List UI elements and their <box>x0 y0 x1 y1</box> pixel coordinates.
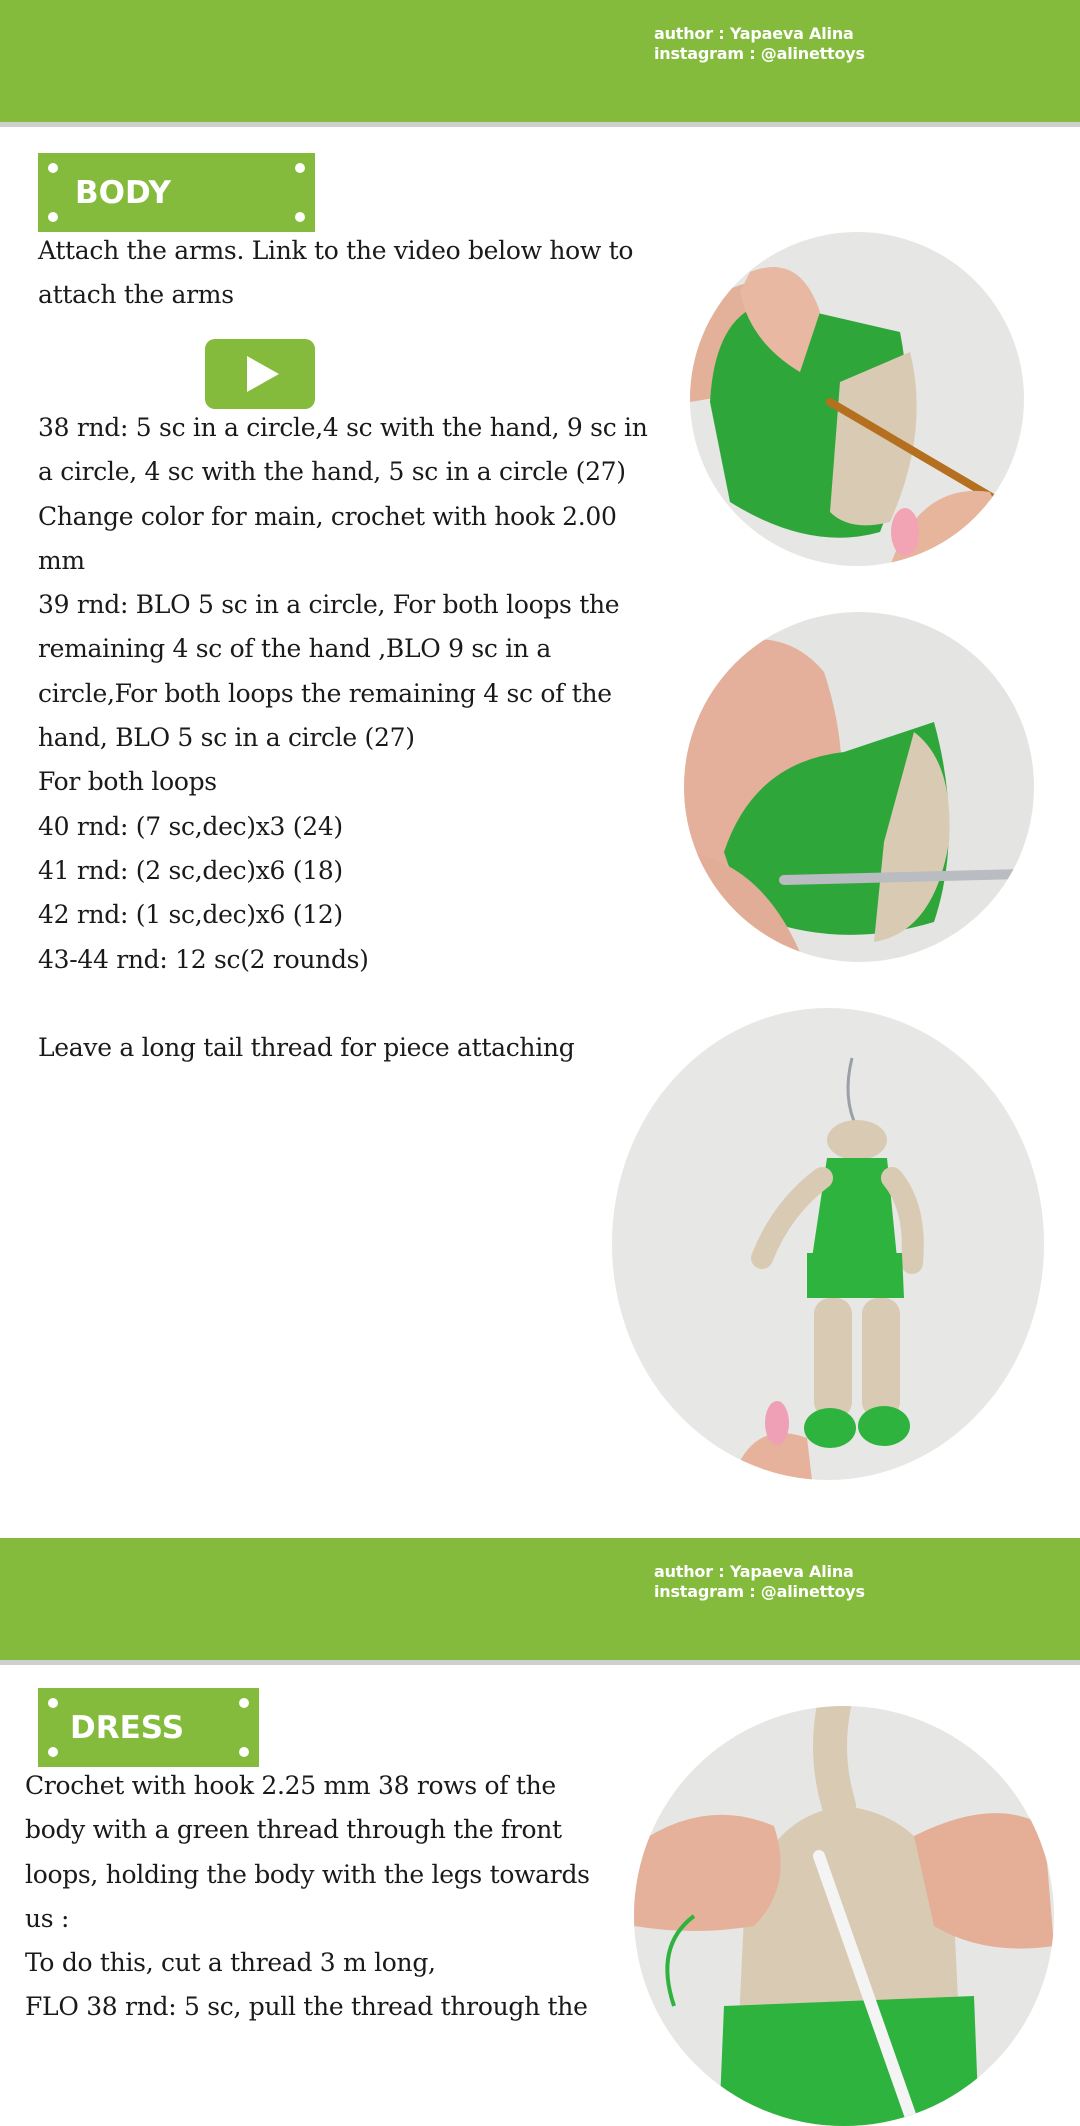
page-header <box>0 1538 1080 1665</box>
instruction-line: FLO 38 rnd: 5 sc, pull the thread through the <box>25 1992 588 2022</box>
instruction-line: 42 rnd: (1 sc,dec)x6 (12) <box>38 900 343 930</box>
instruction-line: body with a green thread through the front <box>25 1815 562 1845</box>
instruction-line: hand, BLO 5 sc in a circle (27) <box>38 723 415 753</box>
instruction-line: Change color for main, crochet with hook 2.00 <box>38 501 617 531</box>
instruction-line: Crochet with hook 2.25 mm 38 rows of the <box>25 1771 556 1800</box>
instruction-line: For both loops <box>38 767 217 797</box>
instruction-line: mm <box>38 545 85 575</box>
photo-finished-body <box>612 1008 1044 1480</box>
instruction-line: circle,For both loops the remaining 4 sc of the <box>38 678 612 708</box>
body-intro: Attach the arms. Link to the video below how to attach the arms <box>38 236 634 310</box>
author-credit <box>654 1562 865 1602</box>
body-closing: Leave a long tail thread for piece attaching <box>38 1033 575 1062</box>
video-play-button[interactable] <box>205 339 315 409</box>
play-icon[interactable] <box>247 356 279 392</box>
instagram-handle[interactable]: instagram : @alinettoys <box>654 44 865 63</box>
section-badge-dress <box>38 1688 259 1767</box>
section-title-dress: DRESS <box>70 1709 185 1746</box>
photo-dress-start <box>634 1706 1054 2126</box>
photo-blo-round <box>684 612 1034 962</box>
instruction-line: loops, holding the body with the legs towards <box>25 1859 590 1889</box>
body-instructions <box>38 406 698 982</box>
instruction-line: 43-44 rnd: 12 sc(2 rounds) <box>38 944 369 974</box>
page-header <box>0 0 1080 127</box>
instruction-line: a circle, 4 sc with the hand, 5 sc in a circle (27) <box>38 457 626 487</box>
pattern-page-dress <box>0 1538 1080 2040</box>
dress-instructions <box>25 1764 645 2030</box>
instruction-line: To do this, cut a thread 3 m long, <box>25 1948 436 1978</box>
author-name: author : Yapaeva Alina <box>654 24 854 43</box>
instruction-line: 41 rnd: (2 sc,dec)x6 (18) <box>38 855 343 885</box>
instruction-line: us : <box>25 1903 70 1933</box>
instagram-handle[interactable]: instagram : @alinettoys <box>654 1582 865 1601</box>
author-credit <box>654 24 865 64</box>
author-name: author : Yapaeva Alina <box>654 1562 854 1581</box>
instruction-line: 38 rnd: 5 sc in a circle,4 sc with the hand, 9 sc in <box>38 413 648 442</box>
section-badge-body <box>38 153 315 232</box>
instruction-line: 39 rnd: BLO 5 sc in a circle, For both loops the <box>38 590 620 620</box>
section-title-body: BODY <box>75 174 171 211</box>
instruction-line: 40 rnd: (7 sc,dec)x3 (24) <box>38 811 343 841</box>
photo-attach-arms <box>690 232 1024 566</box>
instruction-line: remaining 4 sc of the hand ,BLO 9 sc in a <box>38 634 551 664</box>
